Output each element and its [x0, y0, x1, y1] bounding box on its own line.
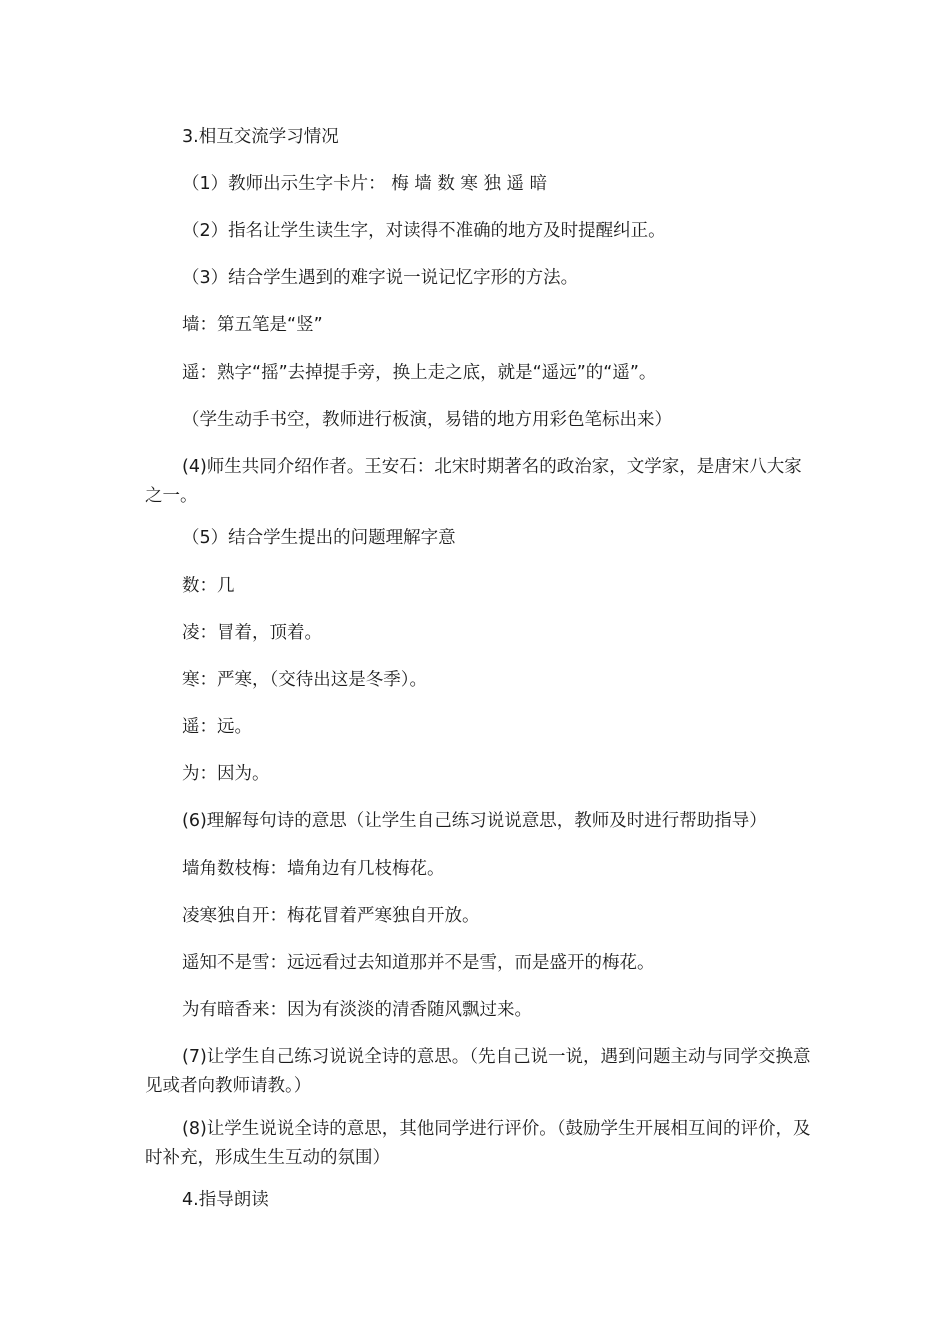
paragraph: 寒：严寒，（交待出这是冬季）。 — [182, 670, 427, 690]
paragraph: 墙：第五笔是“竖” — [182, 315, 323, 335]
paragraph: （1）教师出示生字卡片： 梅 墙 数 寒 独 遥 暗 — [182, 174, 548, 194]
paragraph: 遥知不是雪：远远看过去知道那并不是雪，而是盛开的梅花。 — [182, 953, 655, 973]
paragraph: 为：因为。 — [182, 764, 270, 784]
paragraph: (4)师生共同介绍作者。王安石：北宋时期著名的政治家，文学家，是唐宋八大家之一。 — [145, 457, 802, 506]
paragraph: 为有暗香来：因为有淡淡的清香随风飘过来。 — [182, 1000, 532, 1020]
paragraph: 数：几 — [182, 576, 235, 596]
paragraph: 遥：远。 — [182, 717, 252, 737]
paragraph: 凌：冒着，顶着。 — [182, 623, 322, 643]
paragraph: （学生动手书空，教师进行板演，易错的地方用彩色笔标出来） — [182, 410, 672, 430]
section-heading: 3.相互交流学习情况 — [182, 127, 339, 147]
paragraph: （2）指名让学生读生字，对读得不准确的地方及时提醒纠正。 — [182, 221, 666, 241]
paragraph: 凌寒独自开：梅花冒着严寒独自开放。 — [182, 906, 480, 926]
paragraph: 墙角数枝梅：墙角边有几枝梅花。 — [182, 859, 445, 879]
paragraph: (6)理解每句诗的意思（让学生自己练习说说意思，教师及时进行帮助指导） — [182, 811, 767, 831]
section-heading: 4.指导朗读 — [182, 1190, 269, 1210]
paragraph: （5）结合学生提出的问题理解字意 — [182, 528, 456, 548]
paragraph: (8)让学生说说全诗的意思，其他同学进行评价。（鼓励学生开展相互间的评价，及时补充，形成生生互动的氛围） — [145, 1119, 811, 1168]
paragraph: （3）结合学生遇到的难字说一说记忆字形的方法。 — [182, 268, 579, 288]
paragraph: 遥：熟字“摇”去掉提手旁，换上走之底，就是“遥远”的“遥”。 — [182, 363, 657, 383]
paragraph: (7)让学生自己练习说说全诗的意思。（先自己说一说，遇到问题主动与同学交换意见或者向教师请教。） — [145, 1047, 811, 1096]
